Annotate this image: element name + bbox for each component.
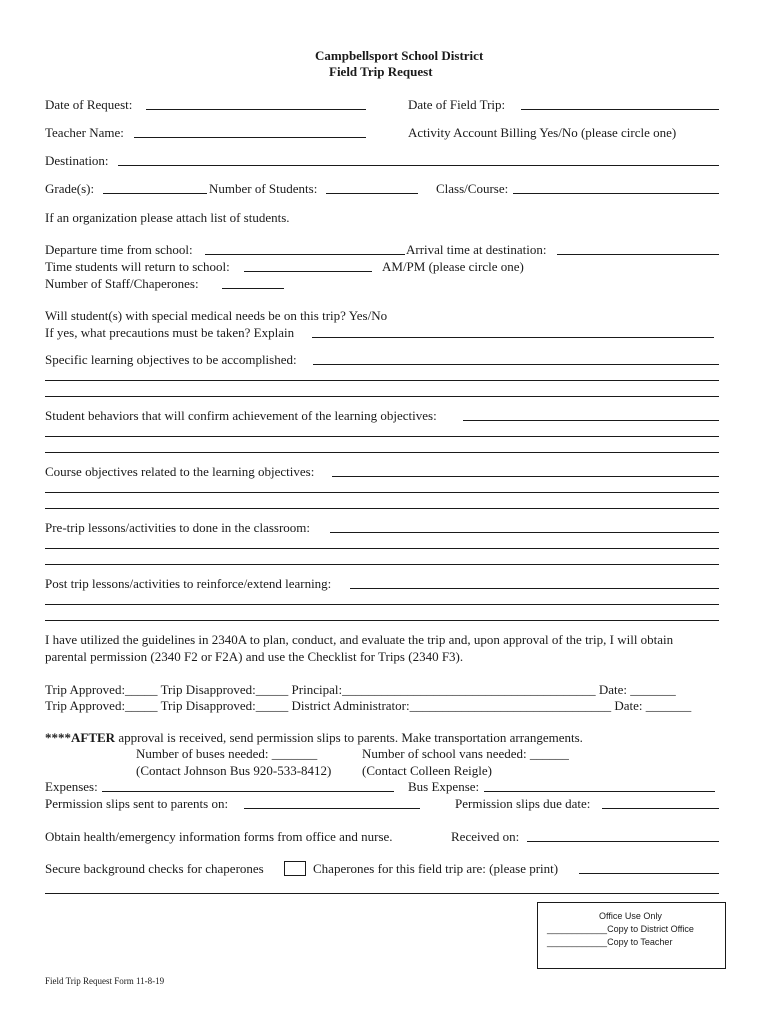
section-learning-objectives: Specific learning objectives to be accomplished: bbox=[45, 352, 297, 367]
return-time-line[interactable] bbox=[244, 271, 372, 272]
contact-vans: (Contact Colleen Reigle) bbox=[362, 763, 492, 778]
class-course-line[interactable] bbox=[513, 193, 719, 194]
date-of-request-line[interactable] bbox=[146, 109, 366, 110]
health-forms-label: Obtain health/emergency information forms from office and nurse. bbox=[45, 829, 393, 844]
bus-expense-line[interactable] bbox=[484, 791, 715, 792]
expenses-label: Expenses: bbox=[45, 779, 98, 794]
departure-time-label: Departure time from school: bbox=[45, 242, 193, 257]
arrival-time-label: Arrival time at destination: bbox=[406, 242, 547, 257]
footer-form-id: Field Trip Request Form 11-8-19 bbox=[45, 976, 165, 986]
return-time-label: Time students will return to school: bbox=[45, 259, 230, 274]
slips-due-label: Permission slips due date: bbox=[455, 796, 591, 811]
section-line[interactable] bbox=[45, 548, 719, 549]
bus-expense-label: Bus Expense: bbox=[408, 779, 480, 794]
destination-line[interactable] bbox=[118, 165, 719, 166]
section-course-objectives: Course objectives related to the learning objectives: bbox=[45, 464, 315, 479]
contact-bus: (Contact Johnson Bus 920-533-8412) bbox=[136, 763, 332, 778]
section-student-behaviors: Student behaviors that will confirm achievement of the learning objectives: bbox=[45, 408, 437, 423]
section-pre-trip: Pre-trip lessons/activities to done in the classroom: bbox=[45, 520, 311, 535]
section-line[interactable] bbox=[45, 620, 719, 621]
num-staff-line[interactable] bbox=[222, 288, 284, 289]
form-title: Field Trip Request bbox=[329, 64, 433, 79]
after-bold: ****AFTER bbox=[45, 730, 116, 745]
arrival-time-line[interactable] bbox=[557, 254, 719, 255]
section-line[interactable] bbox=[332, 476, 719, 477]
slips-sent-label: Permission slips sent to parents on: bbox=[45, 796, 229, 811]
section-line[interactable] bbox=[45, 564, 719, 565]
destination-label: Destination: bbox=[45, 153, 109, 168]
num-students-label: Number of Students: bbox=[209, 181, 318, 196]
section-line[interactable] bbox=[350, 588, 719, 589]
section-post-trip: Post trip lessons/activities to reinforce/extend learning: bbox=[45, 576, 332, 591]
expenses-line[interactable] bbox=[102, 791, 394, 792]
section-line[interactable] bbox=[45, 380, 719, 381]
section-line[interactable] bbox=[45, 436, 719, 437]
teacher-name-label: Teacher Name: bbox=[45, 125, 124, 140]
num-students-line[interactable] bbox=[326, 193, 418, 194]
medical-question: Will student(s) with special medical needs be on this trip? Yes/No bbox=[45, 308, 388, 323]
date-of-trip-line[interactable] bbox=[521, 109, 719, 110]
statement-line-1: I have utilized the guidelines in 2340A to plan, conduct, and evaluate the trip and, upon approval of the trip, I will obtain bbox=[45, 632, 674, 647]
buses-needed[interactable]: Number of buses needed: _______ bbox=[136, 746, 318, 761]
section-line[interactable] bbox=[45, 396, 719, 397]
district-name: Campbellsport School District bbox=[315, 48, 484, 63]
section-line[interactable] bbox=[45, 452, 719, 453]
chaperones-line[interactable] bbox=[579, 873, 719, 874]
section-line[interactable] bbox=[463, 420, 719, 421]
office-use-title: Office Use Only bbox=[599, 911, 662, 921]
approval-principal-row[interactable]: Trip Approved:_____ Trip Disapproved:_____ Principal:_______________________________________ Date: _______ bbox=[45, 682, 676, 697]
background-checks-checkbox[interactable] bbox=[284, 861, 306, 876]
precautions-label: If yes, what precautions must be taken? Explain bbox=[45, 325, 295, 340]
departure-time-line[interactable] bbox=[205, 254, 405, 255]
grades-line[interactable] bbox=[103, 193, 207, 194]
class-course-label: Class/Course: bbox=[436, 181, 509, 196]
grades-label: Grade(s): bbox=[45, 181, 95, 196]
slips-due-line[interactable] bbox=[602, 808, 719, 809]
date-of-request-label: Date of Request: bbox=[45, 97, 133, 112]
precautions-line[interactable] bbox=[312, 337, 714, 338]
chaperones-line-2[interactable] bbox=[45, 893, 719, 894]
after-rest: approval is received, send permission slips to parents. Make transportation arrangements. bbox=[115, 730, 583, 745]
copy-teacher[interactable]: ____________Copy to Teacher bbox=[547, 937, 673, 947]
vans-needed[interactable]: Number of school vans needed: ______ bbox=[362, 746, 569, 761]
section-line[interactable] bbox=[330, 532, 719, 533]
activity-billing-label: Activity Account Billing Yes/No (please circle one) bbox=[408, 125, 677, 140]
section-line[interactable] bbox=[45, 492, 719, 493]
num-staff-label: Number of Staff/Chaperones: bbox=[45, 276, 199, 291]
date-of-trip-label: Date of Field Trip: bbox=[408, 97, 506, 112]
section-line[interactable] bbox=[45, 508, 719, 509]
copy-district-office[interactable]: ____________Copy to District Office bbox=[547, 924, 694, 934]
slips-sent-line[interactable] bbox=[244, 808, 420, 809]
approval-district-row[interactable]: Trip Approved:_____ Trip Disapproved:_____ District Administrator:_______________________________ Date: _______ bbox=[45, 698, 692, 713]
office-use-box bbox=[537, 902, 726, 969]
background-checks-label: Secure background checks for chaperones bbox=[45, 861, 264, 876]
organization-note: If an organization please attach list of students. bbox=[45, 210, 290, 225]
chaperones-label: Chaperones for this field trip are: (please print) bbox=[313, 861, 559, 876]
ampm-label: AM/PM (please circle one) bbox=[382, 259, 524, 274]
received-on-line[interactable] bbox=[527, 841, 719, 842]
section-line[interactable] bbox=[313, 364, 719, 365]
section-line[interactable] bbox=[45, 604, 719, 605]
statement-line-2: parental permission (2340 F2 or F2A) and use the Checklist for Trips (2340 F3). bbox=[45, 649, 464, 664]
received-on-label: Received on: bbox=[451, 829, 520, 844]
teacher-name-line[interactable] bbox=[134, 137, 366, 138]
after-approval-note bbox=[45, 730, 583, 746]
